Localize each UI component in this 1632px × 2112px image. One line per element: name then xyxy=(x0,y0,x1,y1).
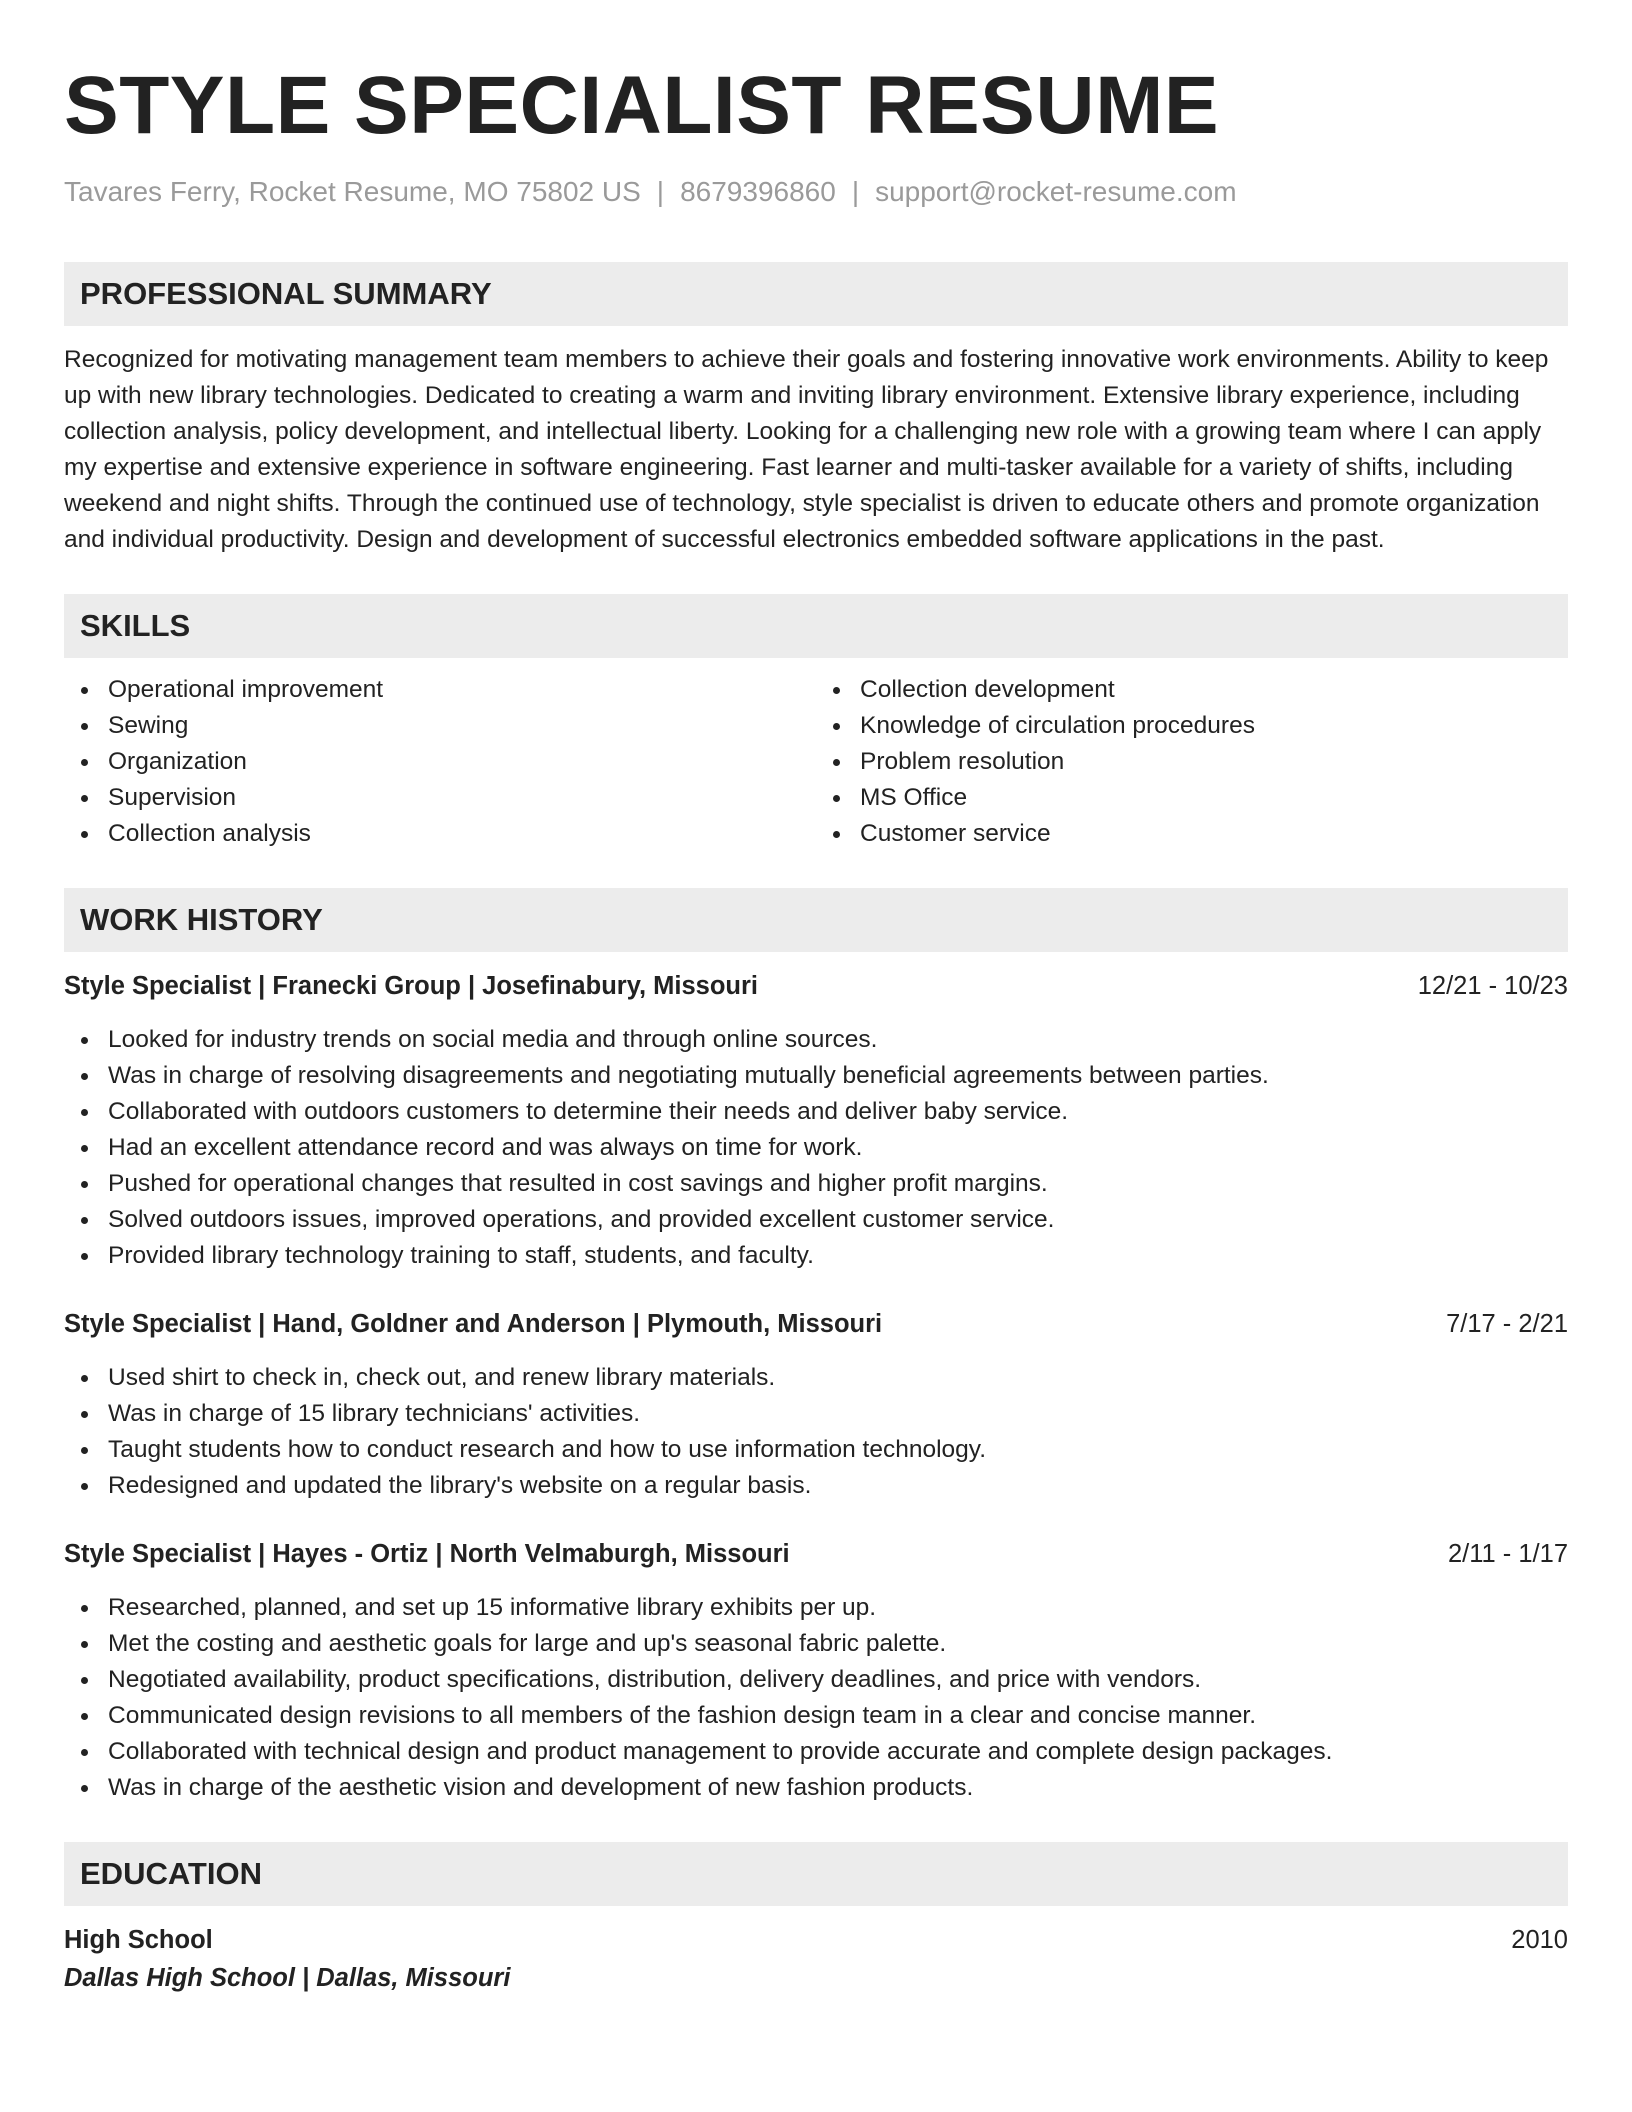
skills-heading: SKILLS xyxy=(64,594,1568,658)
job-title: Style Specialist | Hand, Goldner and Anderson | Plymouth, Missouri xyxy=(64,1310,883,1338)
skills-list xyxy=(64,672,1568,852)
skill-item: Organization xyxy=(64,744,816,780)
skill-item: MS Office xyxy=(816,780,1568,816)
job-entry xyxy=(64,1536,1568,1806)
education-heading: EDUCATION xyxy=(64,1842,1568,1906)
job-header xyxy=(64,1536,1568,1572)
skills-column-left xyxy=(64,672,816,852)
job-bullet: Looked for industry trends on social media and through online sources. xyxy=(64,1022,1568,1058)
job-dates: 12/21 - 10/23 xyxy=(1417,972,1568,1000)
skill-item: Operational improvement xyxy=(64,672,816,708)
job-bullets xyxy=(64,1022,1568,1274)
job-bullets xyxy=(64,1360,1568,1504)
job-entry xyxy=(64,968,1568,1274)
job-bullet: Was in charge of resolving disagreements and negotiating mutually beneficial agreements between parties. xyxy=(64,1058,1568,1094)
skill-item: Sewing xyxy=(64,708,816,744)
contact-phone: 8679396860 xyxy=(680,176,836,207)
education-school: Dallas High School | Dallas, Missouri xyxy=(64,1964,511,1992)
education-entry xyxy=(64,1922,1568,1996)
job-entry xyxy=(64,1306,1568,1504)
skill-item: Collection analysis xyxy=(64,816,816,852)
skill-item: Supervision xyxy=(64,780,816,816)
contact-email: support@rocket-resume.com xyxy=(875,176,1237,207)
summary-text: Recognized for motivating management team members to achieve their goals and fostering innovative work environments. Ability to keep up with new library technologies. Dedicated to creating a warm and inviting library environment. Extensive library experience, including collection analysis, policy development, and intellectual liberty. Looking for a challenging new role with a growing team where I can apply my expertise and extensive experience in software engineering. Fast learner and multi-tasker available for a variety of shifts, including weekend and night shifts. Through the continued use of technology, style specialist is driven to educate others and promote organization and individual productivity. Design and development of successful electronics embedded software applications in the past. xyxy=(64,346,1549,553)
job-bullet: Was in charge of 15 library technicians' activities. xyxy=(64,1396,1568,1432)
contact-line xyxy=(64,174,1568,210)
contact-address: Tavares Ferry, Rocket Resume, MO 75802 US xyxy=(64,176,641,207)
skills-column-right xyxy=(816,672,1568,852)
contact-separator: | xyxy=(851,176,860,207)
job-bullet: Solved outdoors issues, improved operations, and provided excellent customer service. xyxy=(64,1202,1568,1238)
job-title: Style Specialist | Hayes - Ortiz | North Velmaburgh, Missouri xyxy=(64,1540,790,1568)
job-dates: 7/17 - 2/21 xyxy=(1446,1310,1568,1338)
contact-separator: | xyxy=(656,176,665,207)
education-year: 2010 xyxy=(1511,1926,1568,1954)
work-history-heading: WORK HISTORY xyxy=(64,888,1568,952)
job-bullet: Was in charge of the aesthetic vision and development of new fashion products. xyxy=(64,1770,1568,1806)
job-bullet: Had an excellent attendance record and was always on time for work. xyxy=(64,1130,1568,1166)
job-bullets xyxy=(64,1590,1568,1806)
job-header xyxy=(64,1306,1568,1342)
job-bullet: Redesigned and updated the library's website on a regular basis. xyxy=(64,1468,1568,1504)
summary-heading: PROFESSIONAL SUMMARY xyxy=(64,262,1568,326)
job-bullet: Provided library technology training to staff, students, and faculty. xyxy=(64,1238,1568,1274)
job-bullet: Negotiated availability, product specifications, distribution, delivery deadlines, and price with vendors. xyxy=(64,1662,1568,1698)
education-degree: High School xyxy=(64,1926,213,1954)
skill-item: Problem resolution xyxy=(816,744,1568,780)
job-bullet: Used shirt to check in, check out, and renew library materials. xyxy=(64,1360,1568,1396)
job-bullet: Collaborated with technical design and product management to provide accurate and complete design packages. xyxy=(64,1734,1568,1770)
job-bullet: Met the costing and aesthetic goals for large and up's seasonal fabric palette. xyxy=(64,1626,1568,1662)
job-bullet: Communicated design revisions to all members of the fashion design team in a clear and concise manner. xyxy=(64,1698,1568,1734)
job-dates: 2/11 - 1/17 xyxy=(1447,1540,1568,1568)
job-bullet: Collaborated with outdoors customers to determine their needs and deliver baby service. xyxy=(64,1094,1568,1130)
job-bullet: Researched, planned, and set up 15 informative library exhibits per up. xyxy=(64,1590,1568,1626)
job-bullet: Taught students how to conduct research and how to use information technology. xyxy=(64,1432,1568,1468)
skill-item: Knowledge of circulation procedures xyxy=(816,708,1568,744)
skill-item: Collection development xyxy=(816,672,1568,708)
job-title: Style Specialist | Franecki Group | Josefinabury, Missouri xyxy=(64,972,759,1000)
page-title: STYLE SPECIALIST RESUME xyxy=(64,60,1220,151)
education-header xyxy=(64,1922,1568,1958)
job-bullet: Pushed for operational changes that resulted in cost savings and higher profit margins. xyxy=(64,1166,1568,1202)
job-header xyxy=(64,968,1568,1004)
skill-item: Customer service xyxy=(816,816,1568,852)
